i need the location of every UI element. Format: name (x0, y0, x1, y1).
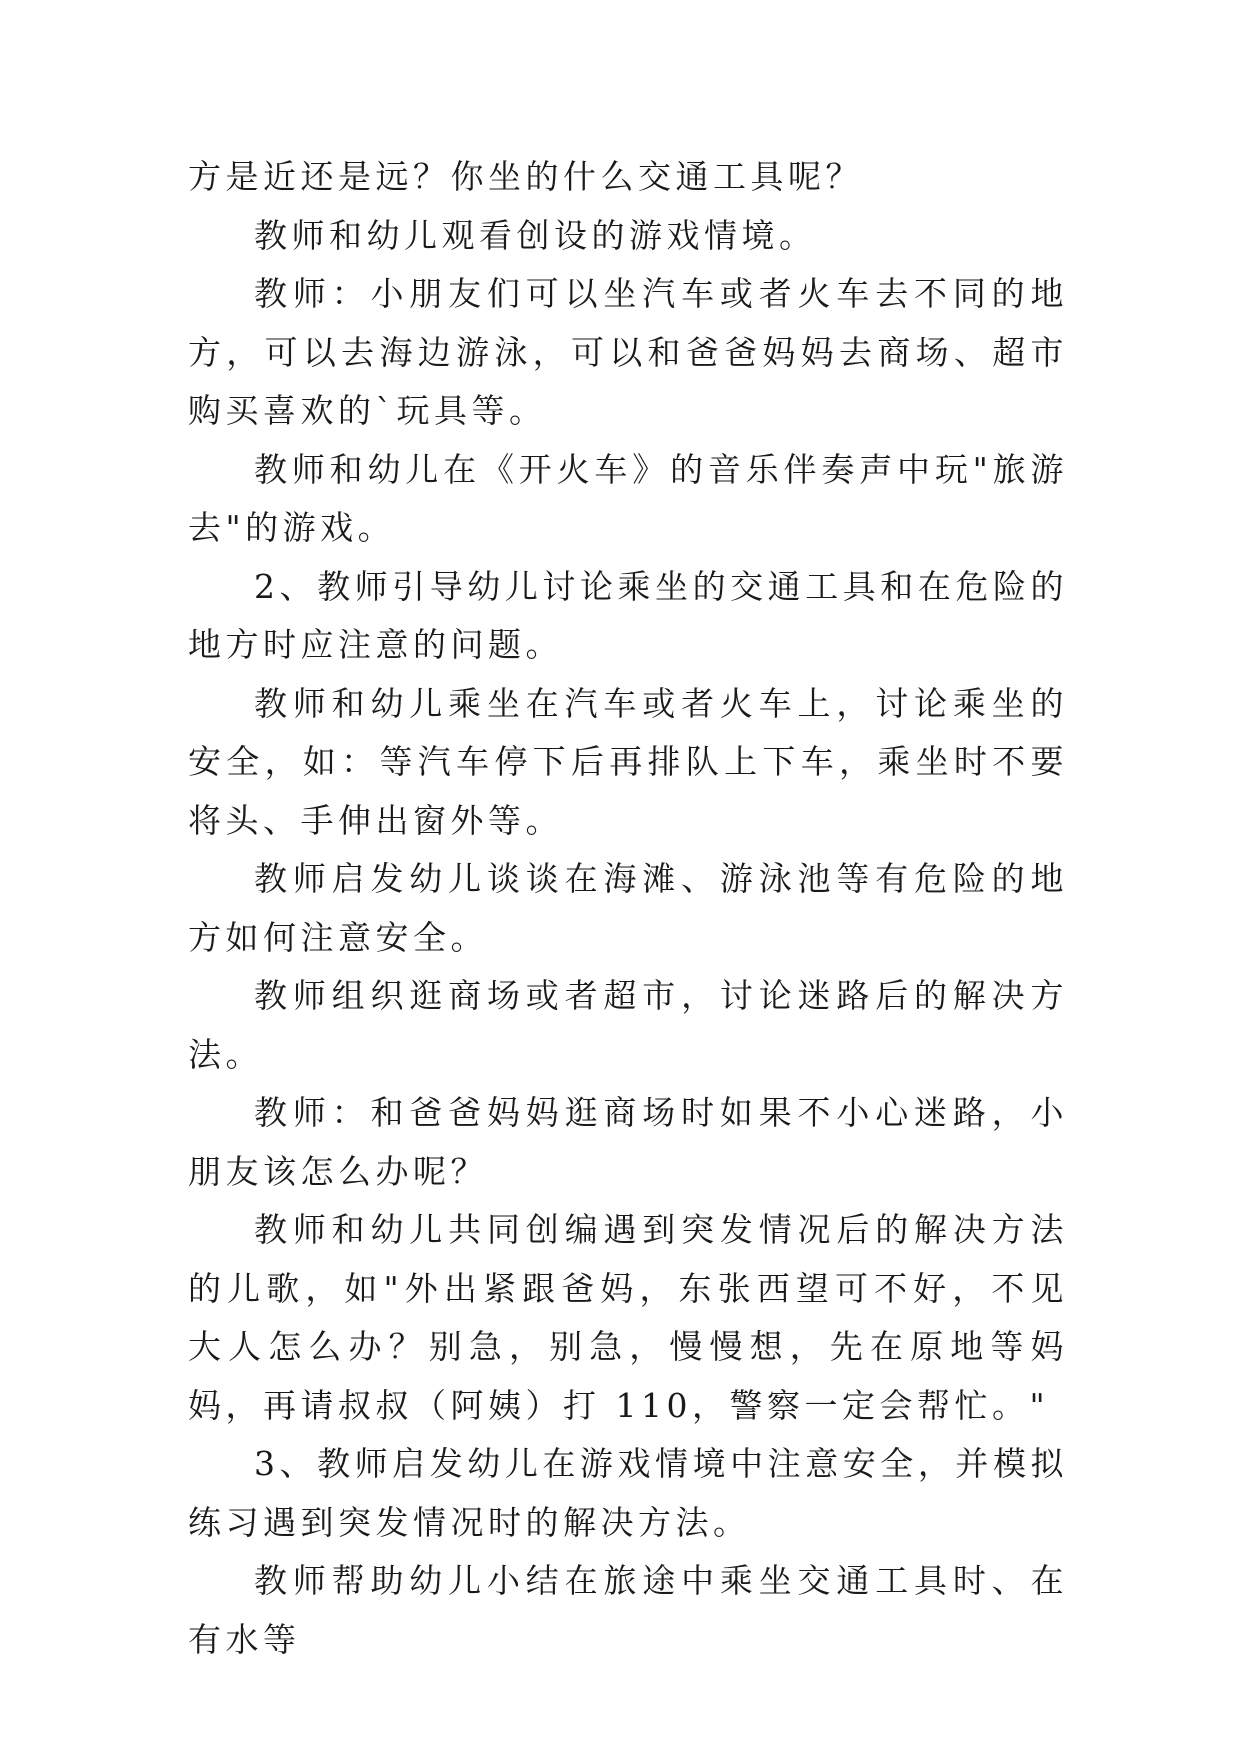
paragraph-8: 教师组织逛商场或者超市，讨论迷路后的解决方法。 (188, 976, 1068, 1074)
paragraph-3: 教师：小朋友们可以坐汽车或者火车去不同的地方，可以去海边游泳，可以和爸爸妈妈去商场、超市购买喜欢的`玩具等。 (188, 274, 1068, 430)
paragraph-4: 教师和幼儿在《开火车》的音乐伴奏声中玩"旅游去"的游戏。 (188, 449, 1068, 547)
paragraph-6: 教师和幼儿乘坐在汽车或者火车上，讨论乘坐的安全，如：等汽车停下后再排队上下车，乘坐时不要将头、手伸出窗外等。 (188, 683, 1068, 840)
paragraph-5: 2、教师引导幼儿讨论乘坐的交通工具和在危险的地方时应注意的问题。 (188, 566, 1068, 664)
paragraph-11: 3、教师启发幼儿在游戏情境中注意安全，并模拟练习遇到突发情况时的解决方法。 (188, 1444, 1068, 1542)
paragraph-9: 教师：和爸爸妈妈逛商场时如果不小心迷路，小朋友该怎么办呢？ (188, 1093, 1068, 1191)
paragraph-7: 教师启发幼儿谈谈在海滩、游泳池等有危险的地方如何注意安全。 (188, 859, 1068, 957)
paragraph-2: 教师和幼儿观看创设的游戏情境。 (254, 215, 817, 255)
paragraph-12: 教师帮助幼儿小结在旅途中乘坐交通工具时、在有水等 (188, 1561, 1068, 1659)
document-page (188, 148, 1068, 1669)
paragraph-10: 教师和幼儿共同创编遇到突发情况后的解决方法的儿歌，如"外出紧跟爸妈，东张西望可不好，不见大人怎么办？别急，别急，慢慢想，先在原地等妈妈，再请叔叔（阿姨）打 110，警察一定会帮忙。" (188, 1210, 1068, 1425)
paragraph-1: 方是近还是远？你坐的什么交通工具呢？ (188, 157, 863, 196)
